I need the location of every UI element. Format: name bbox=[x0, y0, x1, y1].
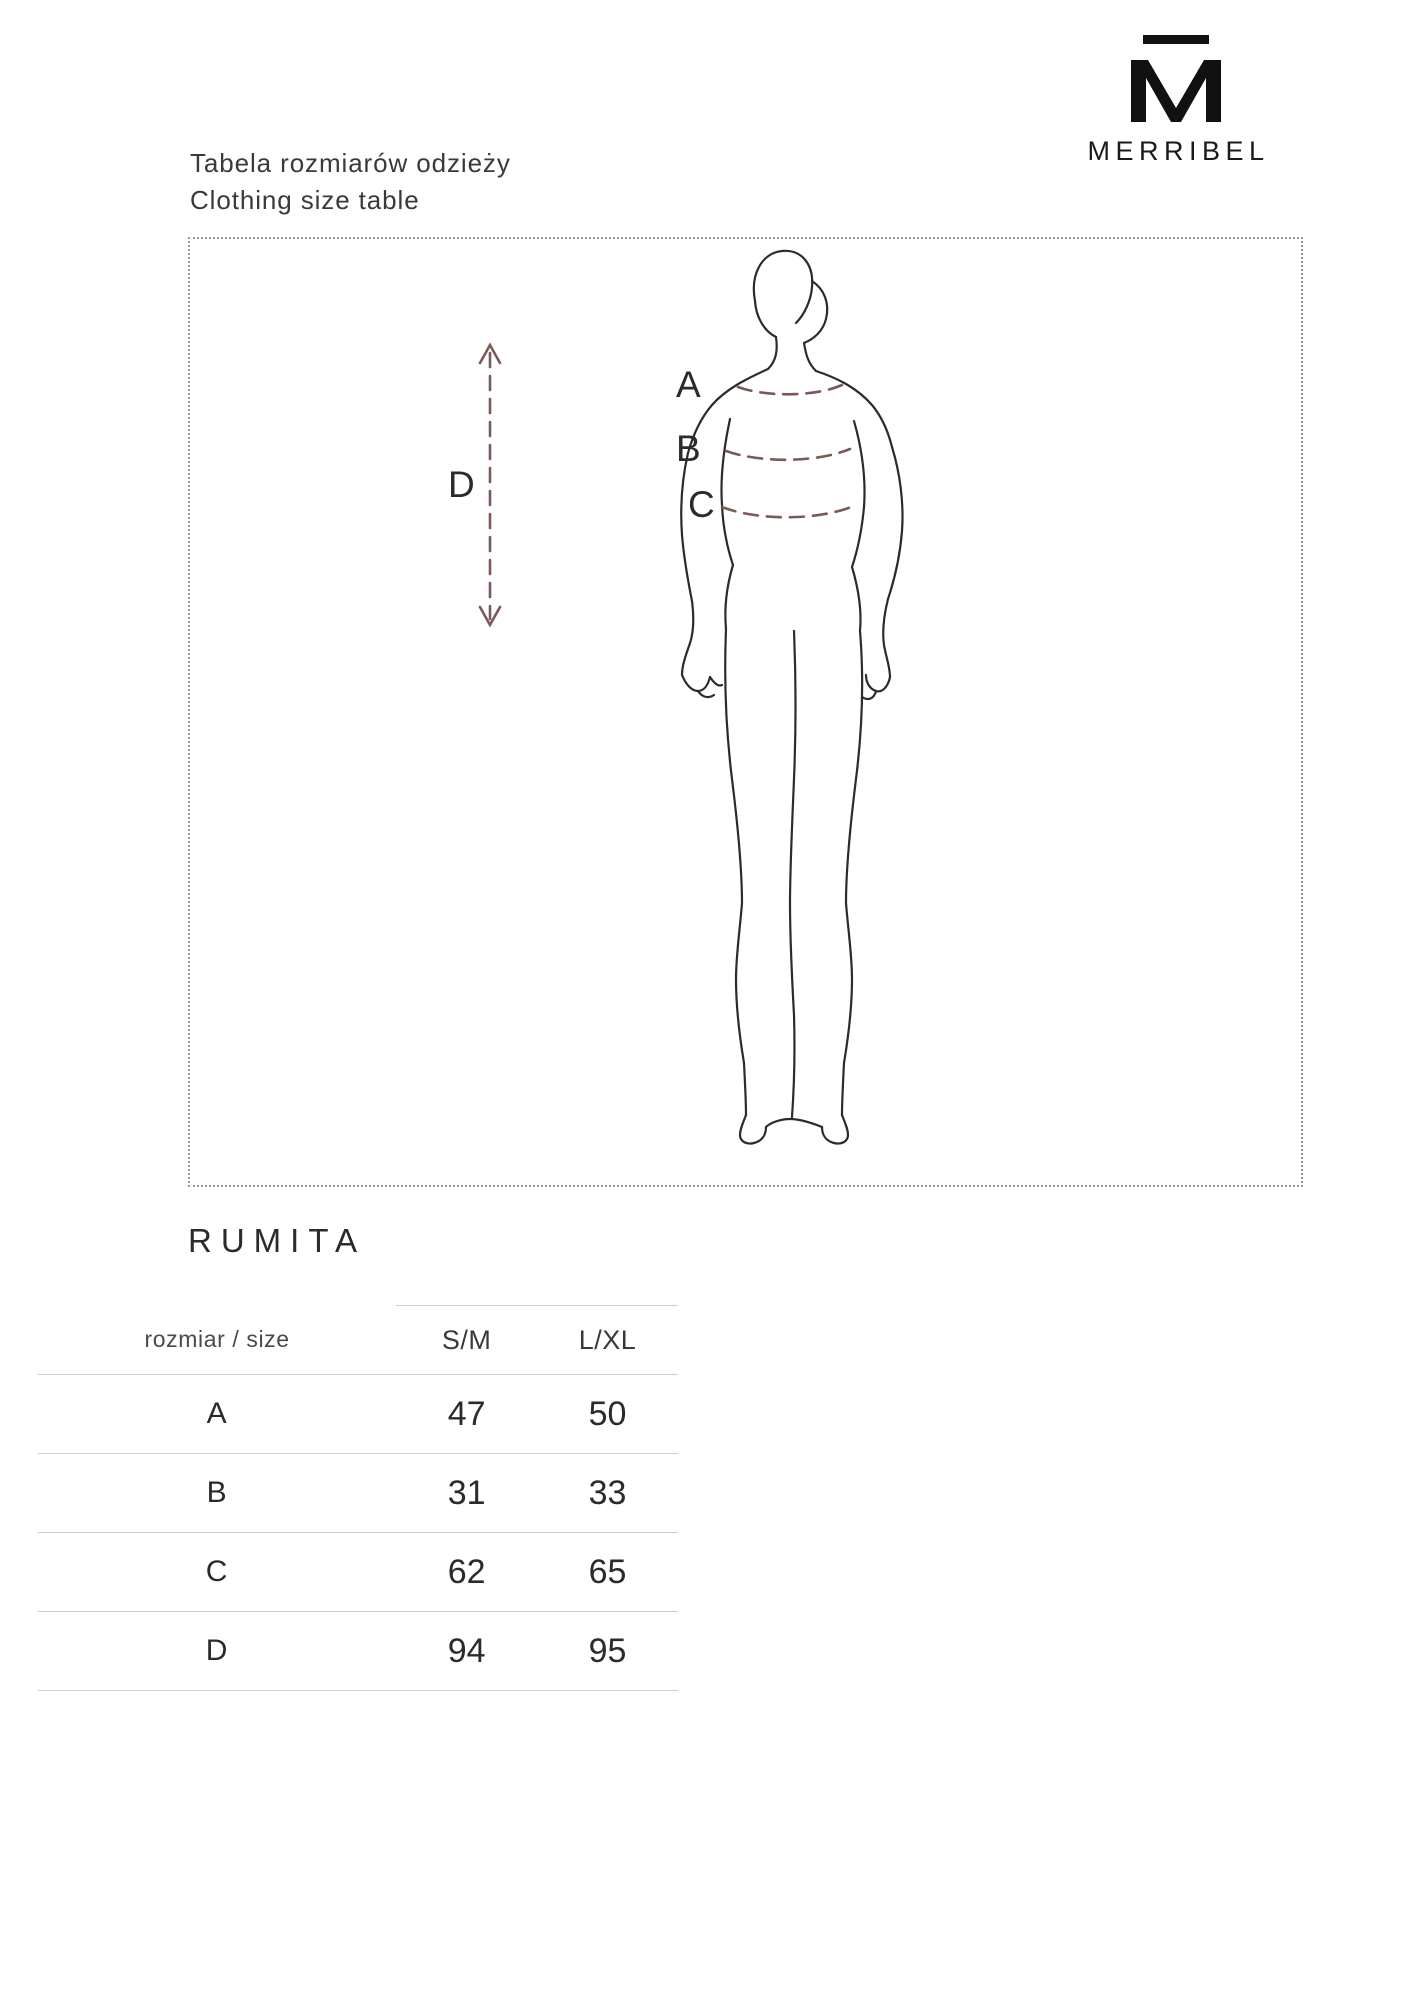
row-header-label: rozmiar / size bbox=[38, 1306, 396, 1375]
cell-c-lxl: 65 bbox=[537, 1533, 678, 1612]
cell-d-lxl: 95 bbox=[537, 1612, 678, 1691]
row-label-d: D bbox=[38, 1612, 396, 1691]
row-label-a: A bbox=[38, 1375, 396, 1454]
column-header-lxl: L/XL bbox=[537, 1306, 678, 1375]
label-c: C bbox=[688, 484, 715, 525]
label-d: D bbox=[448, 464, 475, 505]
measure-line-a bbox=[738, 385, 842, 394]
female-body-outline-icon bbox=[190, 239, 1305, 1185]
cell-b-sm: 31 bbox=[396, 1454, 537, 1533]
table-row bbox=[38, 1375, 678, 1454]
size-table bbox=[38, 1305, 678, 1691]
cell-a-sm: 47 bbox=[396, 1375, 537, 1454]
brand-logo bbox=[1056, 30, 1296, 167]
page-title bbox=[190, 145, 511, 219]
cell-a-lxl: 50 bbox=[537, 1375, 678, 1454]
brand-name: MERRIBEL bbox=[1087, 136, 1270, 166]
cell-d-sm: 94 bbox=[396, 1612, 537, 1691]
vertical-measure-arrow-icon bbox=[480, 345, 500, 625]
cell-b-lxl: 33 bbox=[537, 1454, 678, 1533]
label-a: A bbox=[676, 364, 701, 405]
merribel-m-logo-icon bbox=[1101, 30, 1251, 130]
table-row bbox=[38, 1612, 678, 1691]
label-b: B bbox=[676, 428, 701, 469]
cell-c-sm: 62 bbox=[396, 1533, 537, 1612]
measure-line-b bbox=[726, 449, 850, 460]
figure-panel bbox=[188, 237, 1303, 1187]
product-name: RUMITA bbox=[188, 1222, 367, 1259]
title-english: Clothing size table bbox=[190, 184, 420, 215]
table-header-row bbox=[38, 1306, 678, 1375]
column-header-sm: S/M bbox=[396, 1306, 537, 1375]
table-row bbox=[38, 1533, 678, 1612]
measure-line-c bbox=[722, 505, 856, 517]
row-label-b: B bbox=[38, 1454, 396, 1533]
row-label-c: C bbox=[38, 1533, 396, 1612]
table-row bbox=[38, 1454, 678, 1533]
title-polish: Tabela rozmiarów odzieży bbox=[190, 148, 511, 178]
